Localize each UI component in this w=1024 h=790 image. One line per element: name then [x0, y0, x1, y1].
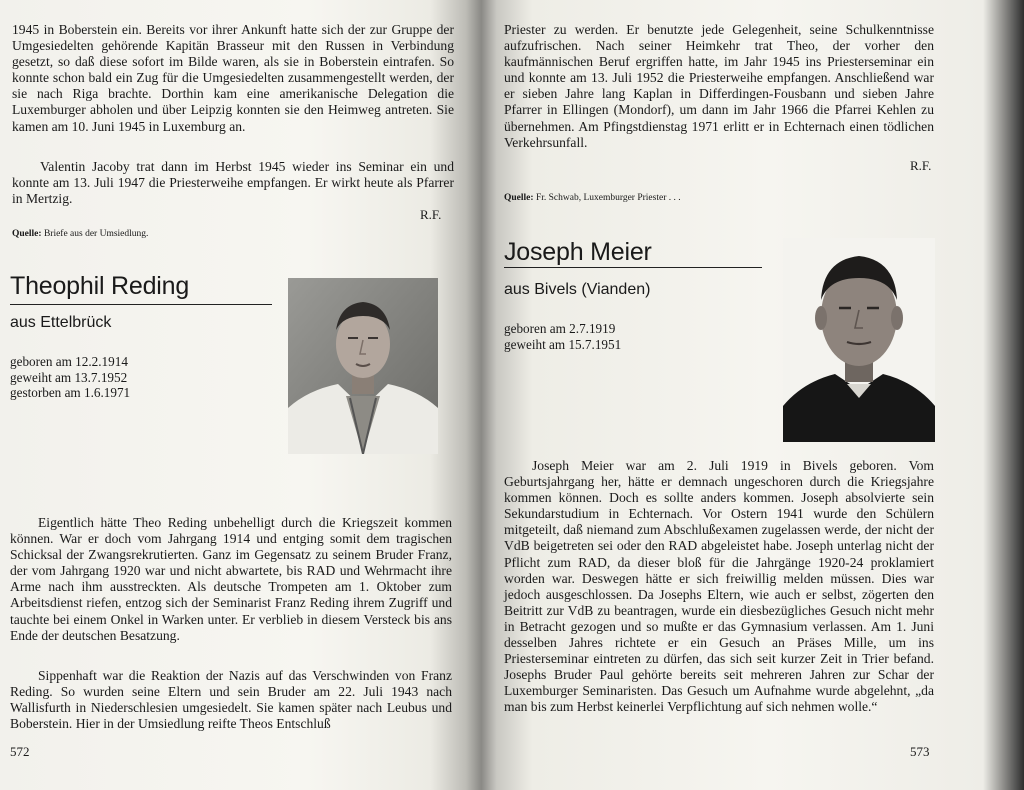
left-signature: R.F.	[420, 207, 442, 222]
photo-meier	[783, 238, 935, 442]
left-source	[12, 229, 148, 239]
right-source	[504, 193, 681, 203]
entry-name-reding: Theophil Reding	[10, 272, 190, 300]
ordination-date: geweiht am 15.7.1951	[504, 336, 622, 352]
left-source-text: Briefe aus der Umsiedlung.	[43, 229, 149, 239]
dates-reding	[10, 354, 130, 401]
right-continuation-paragraph: Priester zu werden. Er benutzte jede Gelegenheit, seine Schulkenntnisse aufzufrischen. Nach seiner Heimkehr trat Theo, der vorher den kaufmännischen Beruf ergriffen hatte, im Jahr 1945 ins Priesterseminar ein und konnte am 13. Juli 1952 die Priesterweihe empfangen. Anschließend war er sieben Jahre lang Kaplan in Differdingen-Fousbann und sieben Jahre Pfarrer in Ellingen (Mondorf), um dann im Jahr 1966 die Pfarrei Kehlen zu übernehmen. Am Pfingstdienstag 1971 erlitt er in Echternach einen tödlichen Verkehrsunfall.	[504, 22, 934, 150]
entry-name-meier: Joseph Meier	[504, 238, 652, 266]
entry-origin-reding: aus Ettelbrück	[10, 314, 112, 331]
right-source-label: Quelle:	[504, 193, 534, 203]
left-page	[0, 0, 470, 790]
priest-portrait-meier	[783, 238, 935, 442]
left-continuation-paragraph: 1945 in Boberstein ein. Bereits vor ihrer Ankunft hatte sich der zur Gruppe der Umgesiedelten gehörende Kapitän Brasseur mit den Russen in Verbindung gesetzt, so daß diese sofort im Bilde waren, als sie in Boberstein eintrafen. So konnte schon bald ein Zug für die Umgesiedelten zusammengestellt werden, der sie nach Riga brachte. Dorthin kam eine amerikanische Delegation die Luxemburger abholen und über Leipzig konnten sie den Heimweg antreten. Sie kamen am 10. Juni 1945 in Luxemburg an.	[12, 22, 454, 134]
birth-date: geboren am 12.2.1914	[10, 354, 128, 369]
birth-date: geboren am 2.7.1919	[504, 321, 616, 336]
entry-origin-meier: aus Bivels (Vianden)	[504, 281, 651, 298]
right-source-text: Fr. Schwab, Luxemburger Priester . . .	[535, 193, 681, 203]
ordination-date: geweiht am 13.7.1952	[10, 369, 128, 385]
reding-body-paragraph-1: Eigentlich hätte Theo Reding unbehelligt durch die Kriegszeit kommen können. War er doch vom Jahrgang 1914 und entging somit dem tragischen Schicksal der Zwangsrekrutierten. Ganz im Gegensatz zu seinem Bruder Franz, der vom Jahrgang 1920 war und nicht abwartete, bis RAD und Wehrmacht ihre Arme nach ihm ausstreckten. Als deutsche Trompeten am 1. Oktober zum Arbeitsdienst riefen, entzog sich der Seminarist Franz Reding ihrem Zugriff und tauchte bei einem Onkel in Warken unter. Er verblieb in diesem Versteck bis ans Ende der deutschen Besatzung.	[10, 515, 452, 643]
jacoby-paragraph: Valentin Jacoby trat dann im Herbst 1945 wieder ins Seminar ein und konnte am 13. Juli 1947 die Priesterweihe empfangen. Er wirkt heute als Pfarrer in Mertzig.	[12, 159, 454, 207]
right-title-rule	[504, 267, 762, 268]
priest-portrait-reding	[288, 278, 438, 454]
photo-reding	[288, 278, 438, 454]
death-date: gestorben am 1.6.1971	[10, 385, 131, 401]
meier-body-paragraph-1: Joseph Meier war am 2. Juli 1919 in Bivels geboren. Vom Geburtsjahrgang her, hätte er demnach ungeschoren durch die Kriegsjahre kommen können. Doch es sollte anders kommen. Joseph absolvierte sein Sekundarstudium in Echternach. Vor Ostern 1941 wurde den Schülern mitgeteilt, daß niemand zum Abschlußexamen zugelassen werde, der nicht der VdB beigetreten sei oder den RAD abgeleistet habe. Joseph unterlag nicht der Pflicht zum RAD, da dieser bloß für die Jahrgänge 1920-24 proklamiert worden war. Deswegen hätte er sich freiwillig melden müssen. Dies war jedoch ausgeschlossen. Da Josephs Eltern, wie auch er selbst, zögerten den Beitritt zur VdB zu beantragen, wurde ein diesbezügliches Gesuch nicht mehr in Betracht gezogen und so mußte er das Gymnasium verlassen. Am 1. Juni desselben Jahres richtete er ein Gesuch an Präses Mille, um ins Priesterseminar eintreten zu dürfen, das sich seit kurzer Zeit in Trier befand. Josephs Bruder Paul gehörte bereits seit mehreren Jahren zur Schar der Luxemburger Seminaristen. Das Gesuch um Aufnahme wurde abgelehnt, „da man bis zum Herbst keinerlei Verpflichtung auf sich nehmen wolle.“	[504, 458, 934, 715]
page-number-left: 572	[10, 744, 30, 759]
reding-body-paragraph-2: Sippenhaft war die Reaktion der Nazis auf das Verschwinden von Franz Reding. So wurden seine Eltern und sein Bruder am 22. Juli 1943 nach Wallisfurth in Niederschlesien umgesiedelt. Sie kamen später nach Leubus und Boberstein. Hier in der Umsiedlung reifte Theos Entschluß	[10, 668, 452, 732]
page-number-right: 573	[910, 744, 930, 759]
left-title-rule	[10, 304, 272, 305]
right-page	[490, 0, 1024, 790]
dates-meier	[504, 321, 621, 352]
left-source-label: Quelle:	[12, 229, 42, 239]
right-signature: R.F.	[910, 158, 932, 173]
